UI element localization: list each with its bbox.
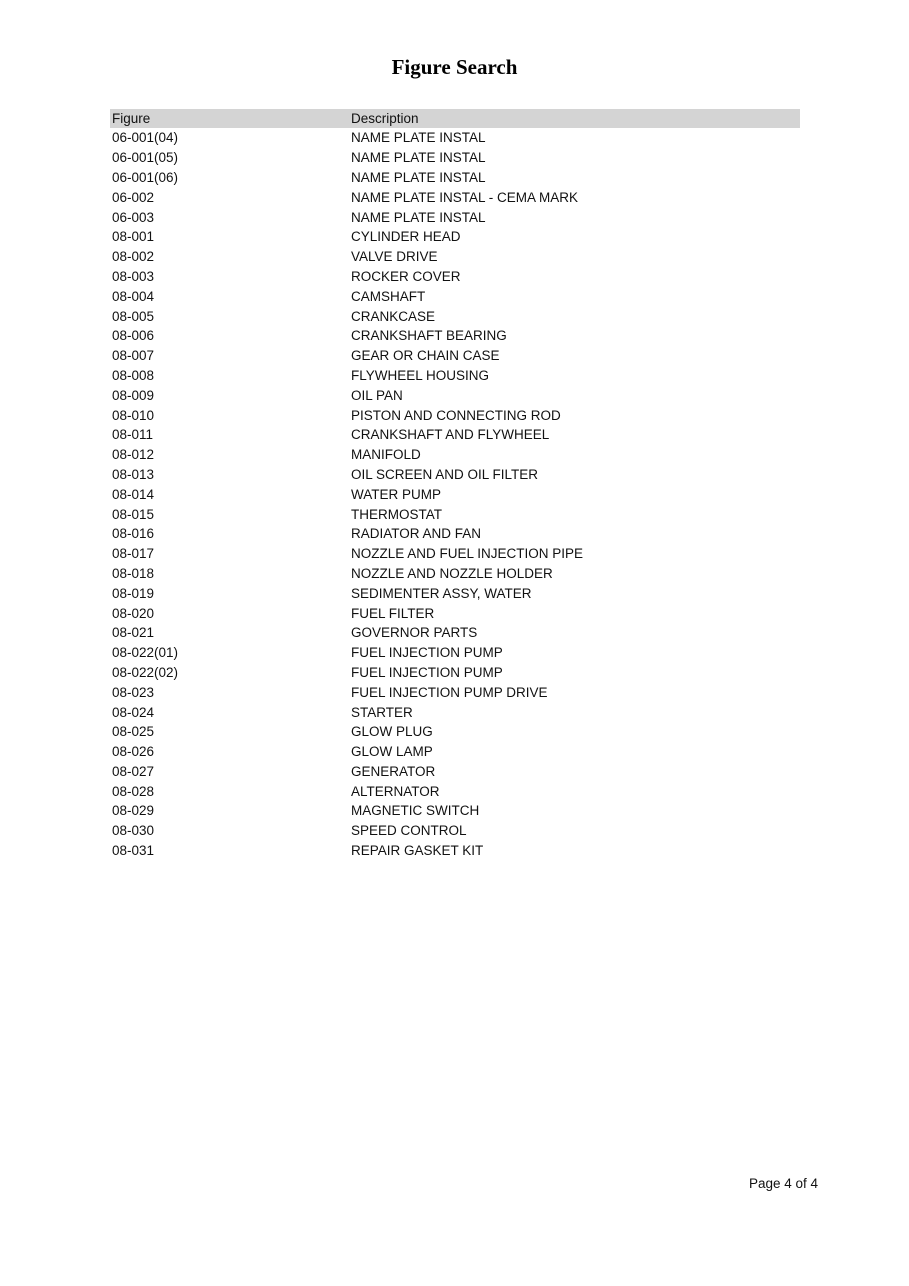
figure-number-cell: 08-012 (112, 447, 155, 463)
table-row (110, 702, 800, 722)
table-row (110, 603, 800, 623)
table-row (110, 623, 800, 643)
figure-number-cell: 08-002 (112, 249, 155, 265)
figure-number-cell: 08-011 (112, 427, 154, 443)
table-row (110, 781, 800, 801)
description-cell: NAME PLATE INSTAL - CEMA MARK (351, 189, 579, 205)
table-row (110, 227, 800, 247)
description-cell: SEDIMENTER ASSY, WATER (351, 585, 532, 601)
description-cell: FUEL INJECTION PUMP DRIVE (351, 684, 548, 700)
table-row (110, 405, 800, 425)
figure-number-cell: 06-002 (112, 189, 155, 205)
description-cell: REPAIR GASKET KIT (351, 843, 484, 859)
figure-number-cell: 08-001 (112, 229, 155, 245)
table-row (110, 187, 800, 207)
table-row (110, 148, 800, 168)
description-cell: NAME PLATE INSTAL (351, 209, 486, 225)
figure-table (110, 109, 800, 860)
description-cell: MANIFOLD (351, 447, 421, 463)
figure-number-cell: 08-017 (112, 546, 155, 562)
description-cell: FUEL INJECTION PUMP (351, 664, 503, 680)
description-cell: NAME PLATE INSTAL (351, 130, 486, 146)
description-cell: RADIATOR AND FAN (351, 526, 482, 542)
figure-number-cell: 08-023 (112, 684, 155, 700)
table-row (110, 366, 800, 386)
table-row (110, 247, 800, 267)
figure-number-cell: 08-022(02) (112, 664, 179, 680)
figure-number-cell: 08-019 (112, 585, 155, 601)
table-row (110, 385, 800, 405)
figure-number-cell: 08-006 (112, 328, 155, 344)
description-cell: CYLINDER HEAD (351, 229, 461, 245)
figure-number-cell: 08-026 (112, 744, 155, 760)
table-row (110, 663, 800, 683)
description-cell: CRANKCASE (351, 308, 436, 324)
figure-number-cell: 08-013 (112, 466, 155, 482)
table-row (110, 445, 800, 465)
table-row (110, 504, 800, 524)
table-row (110, 524, 800, 544)
figure-number-cell: 08-030 (112, 823, 155, 839)
description-cell: MAGNETIC SWITCH (351, 803, 480, 819)
description-cell: FUEL FILTER (351, 605, 435, 621)
figure-number-cell: 08-024 (112, 704, 155, 720)
description-column-header: Description (351, 111, 419, 126)
table-row (110, 583, 800, 603)
figure-number-cell: 08-009 (112, 387, 155, 403)
figure-number-cell: 08-007 (112, 348, 155, 364)
table-row (110, 762, 800, 782)
description-cell: NAME PLATE INSTAL (351, 169, 486, 185)
figure-number-cell: 08-015 (112, 506, 155, 522)
description-cell: NOZZLE AND NOZZLE HOLDER (351, 565, 553, 581)
figure-number-cell: 08-031 (112, 843, 155, 859)
description-cell: GOVERNOR PARTS (351, 625, 478, 641)
table-row (110, 801, 800, 821)
figure-number-cell: 08-003 (112, 268, 155, 284)
figure-number-cell: 08-025 (112, 724, 155, 740)
figure-number-cell: 08-020 (112, 605, 155, 621)
description-cell: OIL PAN (351, 387, 403, 403)
table-header-row (110, 109, 800, 128)
description-cell: FUEL INJECTION PUMP (351, 645, 503, 661)
page-title: Figure Search (391, 55, 518, 79)
figure-number-cell: 08-029 (112, 803, 155, 819)
figure-number-cell: 08-022(01) (112, 645, 179, 661)
figure-number-cell: 08-028 (112, 783, 155, 799)
description-cell: ROCKER COVER (351, 268, 461, 284)
table-row (110, 306, 800, 326)
table-row (110, 841, 800, 861)
description-cell: ALTERNATOR (351, 783, 440, 799)
table-row (110, 465, 800, 485)
figure-column-header: Figure (112, 111, 151, 126)
figure-number-cell: 08-008 (112, 367, 155, 383)
figure-number-cell: 06-003 (112, 209, 155, 225)
description-cell: THERMOSTAT (351, 506, 442, 522)
table-row (110, 207, 800, 227)
table-row (110, 742, 800, 762)
description-cell: PISTON AND CONNECTING ROD (351, 407, 561, 423)
description-cell: VALVE DRIVE (351, 249, 438, 265)
table-row (110, 168, 800, 188)
table-row (110, 564, 800, 584)
table-body (110, 128, 800, 860)
figure-number-cell: 08-010 (112, 407, 155, 423)
figure-number-cell: 06-001(05) (112, 150, 179, 166)
table-row (110, 484, 800, 504)
table-row (110, 346, 800, 366)
table-row (110, 128, 800, 148)
description-cell: WATER PUMP (351, 486, 441, 502)
description-cell: GEAR OR CHAIN CASE (351, 348, 500, 364)
description-cell: NOZZLE AND FUEL INJECTION PIPE (351, 546, 584, 562)
description-cell: GLOW PLUG (351, 724, 433, 740)
table-row (110, 286, 800, 306)
description-cell: GLOW LAMP (351, 744, 433, 760)
description-cell: NAME PLATE INSTAL (351, 150, 486, 166)
description-cell: STARTER (351, 704, 413, 720)
figure-number-cell: 08-014 (112, 486, 155, 502)
description-cell: CAMSHAFT (351, 288, 426, 304)
page-number: Page 4 of 4 (748, 1176, 818, 1191)
figure-number-cell: 08-027 (112, 763, 155, 779)
description-cell: CRANKSHAFT AND FLYWHEEL (351, 427, 550, 443)
figure-number-cell: 08-005 (112, 308, 155, 324)
description-cell: SPEED CONTROL (351, 823, 467, 839)
table-row (110, 821, 800, 841)
figure-number-cell: 06-001(06) (112, 169, 179, 185)
table-row (110, 722, 800, 742)
table-row (110, 643, 800, 663)
figure-number-cell: 08-021 (112, 625, 155, 641)
figure-number-cell: 08-016 (112, 526, 155, 542)
description-cell: OIL SCREEN AND OIL FILTER (351, 466, 539, 482)
table-row (110, 682, 800, 702)
description-cell: FLYWHEEL HOUSING (351, 367, 490, 383)
table-row (110, 267, 800, 287)
figure-number-cell: 06-001(04) (112, 130, 179, 146)
description-cell: CRANKSHAFT BEARING (351, 328, 507, 344)
description-cell: GENERATOR (351, 763, 436, 779)
figure-number-cell: 08-004 (112, 288, 155, 304)
figure-number-cell: 08-018 (112, 565, 155, 581)
table-row (110, 425, 800, 445)
table-row (110, 544, 800, 564)
table-row (110, 326, 800, 346)
